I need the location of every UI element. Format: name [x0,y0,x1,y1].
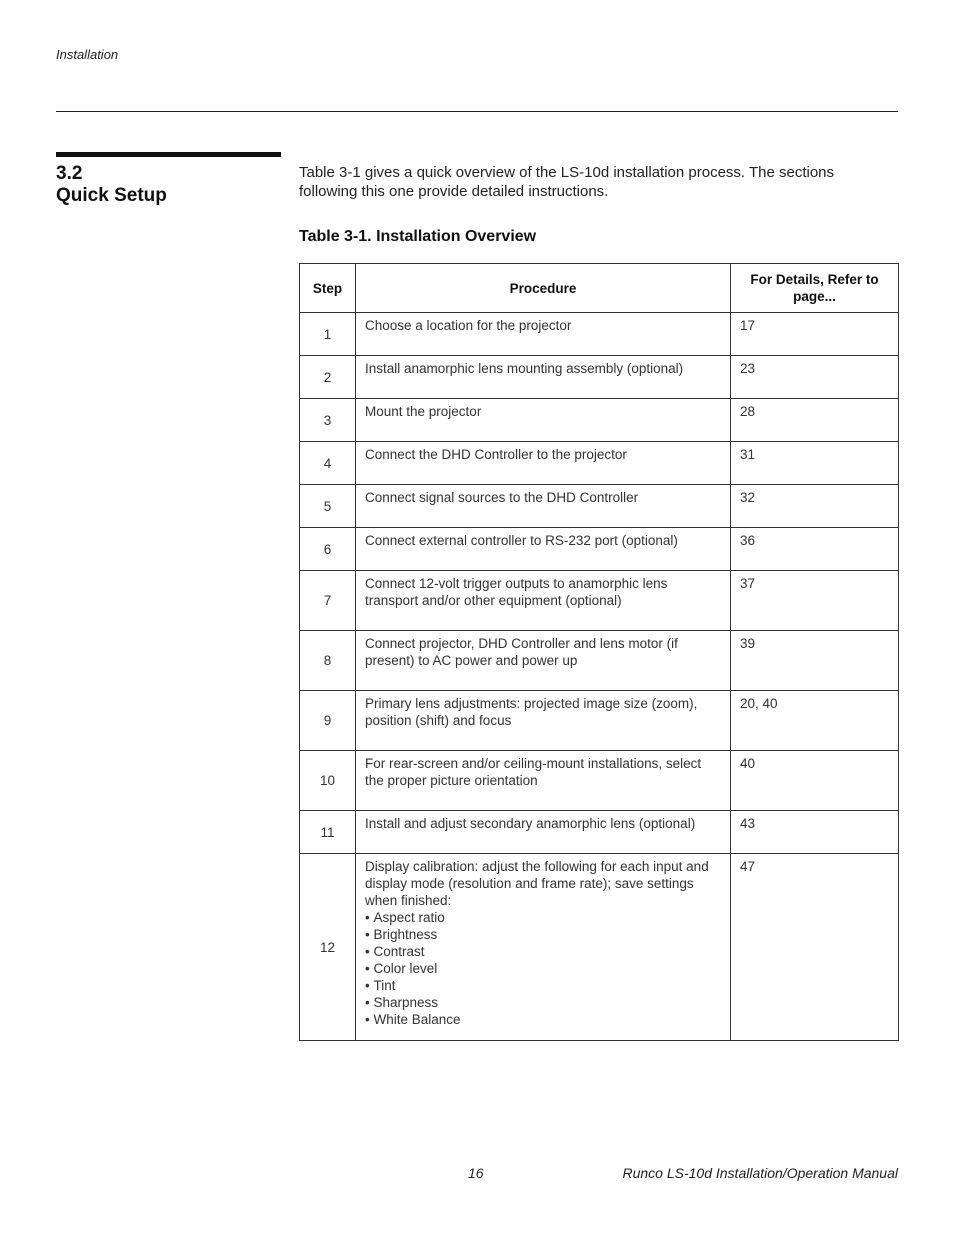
header-divider [56,111,898,112]
table-row [300,485,899,528]
page-cell: 37 [731,571,899,631]
table-row [300,399,899,442]
installation-overview-table [299,263,899,1041]
page-cell: 20, 40 [731,691,899,751]
table-row [300,691,899,751]
table-row [300,313,899,356]
step-cell: 7 [300,571,356,631]
step-cell: 6 [300,528,356,571]
list-item: • White Balance [365,1011,722,1028]
procedure-cell: Mount the projector [356,399,731,442]
table-row [300,751,899,811]
table-row [300,854,899,1041]
procedure-cell: Install and adjust secondary anamorphic lens (optional) [356,811,731,854]
list-item: • Brightness [365,926,722,943]
procedure-cell: Connect signal sources to the DHD Controller [356,485,731,528]
table-row [300,811,899,854]
list-item: • Tint [365,977,722,994]
page-cell: 43 [731,811,899,854]
list-item: • Contrast [365,943,722,960]
page-cell: 28 [731,399,899,442]
step-cell: 5 [300,485,356,528]
step-cell: 9 [300,691,356,751]
section-number: 3.2 [56,163,83,184]
procedure-cell: Connect the DHD Controller to the projector [356,442,731,485]
table-row [300,631,899,691]
page-cell: 39 [731,631,899,691]
procedure-text: Display calibration: adjust the following for each input and display mode (resolution and frame rate); save settings when finished: [365,859,709,908]
section-title: Quick Setup [56,185,167,206]
page-cell: 32 [731,485,899,528]
table-header-row [300,264,899,313]
intro-paragraph: Table 3-1 gives a quick overview of the LS-10d installation process. The sections following this one provide detailed instructions. [299,164,835,200]
step-cell: 10 [300,751,356,811]
page-cell: 40 [731,751,899,811]
header-procedure: Procedure [356,264,731,313]
page-number: 16 [468,1165,484,1181]
procedure-cell: Connect 12-volt trigger outputs to anamorphic lens transport and/or other equipment (optional) [356,571,731,631]
table-row [300,528,899,571]
procedure-cell: For rear-screen and/or ceiling-mount installations, select the proper picture orientation [356,751,731,811]
calibration-list [365,909,722,1028]
list-item: • Sharpness [365,994,722,1011]
section-bar [56,152,281,157]
step-cell: 2 [300,356,356,399]
page-cell: 17 [731,313,899,356]
table-caption: Table 3-1. Installation Overview [299,228,537,245]
page-cell: 23 [731,356,899,399]
page-cell: 47 [731,854,899,1041]
header-page: For Details, Refer to page... [731,264,899,313]
procedure-cell: Connect external controller to RS-232 port (optional) [356,528,731,571]
manual-title: Runco LS-10d Installation/Operation Manual [622,1165,898,1181]
page-cell: 36 [731,528,899,571]
procedure-cell: Connect projector, DHD Controller and lens motor (if present) to AC power and power up [356,631,731,691]
step-cell: 3 [300,399,356,442]
list-item: • Color level [365,960,722,977]
table-row [300,442,899,485]
step-cell: 8 [300,631,356,691]
list-item: • Aspect ratio [365,909,722,926]
page-cell: 31 [731,442,899,485]
header-step: Step [300,264,356,313]
table-row [300,356,899,399]
running-head: Installation [56,47,119,62]
step-cell: 11 [300,811,356,854]
table-row [300,571,899,631]
step-cell: 1 [300,313,356,356]
procedure-cell: Choose a location for the projector [356,313,731,356]
procedure-cell: Primary lens adjustments: projected image size (zoom), position (shift) and focus [356,691,731,751]
procedure-cell: Install anamorphic lens mounting assembly (optional) [356,356,731,399]
step-cell: 4 [300,442,356,485]
step-cell: 12 [300,854,356,1041]
procedure-cell [356,854,731,1041]
